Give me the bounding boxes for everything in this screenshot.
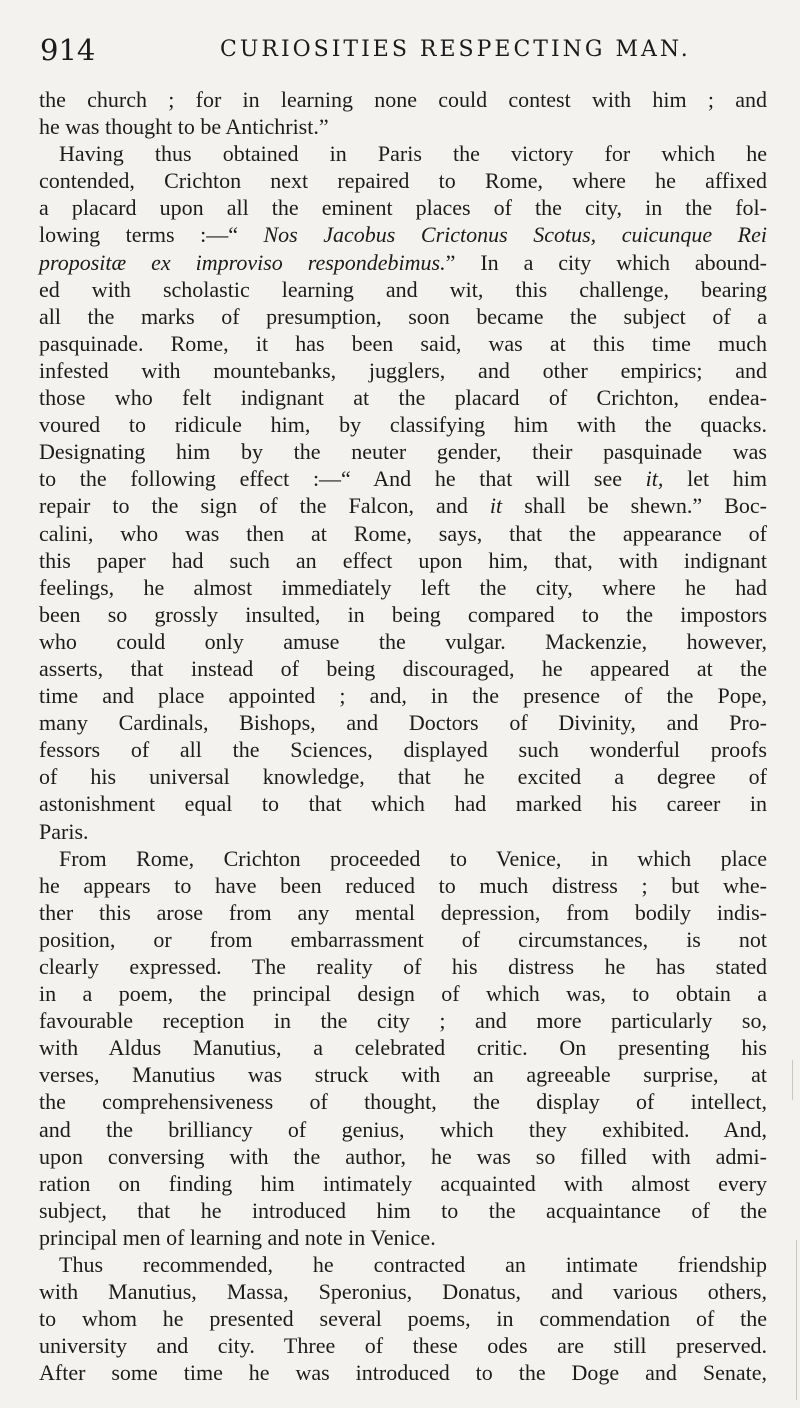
text-line [39,384,767,411]
running-head [20,30,780,70]
text-segment: feelings, he almost immediately left the city, where he had [39,574,767,600]
text-line [39,1061,767,1088]
text-line [39,1170,767,1197]
text-segment: Paris. [39,818,89,844]
text-line [39,249,767,276]
text-line [39,845,767,872]
text-segment: upon conversing with the author, he was so filled with admi- [39,1143,767,1169]
text-line [39,86,767,113]
text-line [39,1251,767,1278]
text-segment: time and place appointed ; and, in the presence of the Pope, [39,683,767,709]
text-line [39,709,767,736]
text-segment: the comprehensiveness of thought, the display of intellect, [39,1089,767,1115]
italic-text-segment: it, [645,466,664,492]
text-line [39,1305,767,1332]
text-line [39,953,767,980]
text-line [39,790,767,817]
text-line [39,1224,767,1251]
text-segment: let him [663,466,767,492]
text-segment: clearly expressed. The reality of his distress he has stated [39,954,767,979]
text-segment: position, or from embarrassment of circumstances, is not [39,926,767,952]
text-line [39,465,767,492]
text-segment: principal men of learning and note in Venice. [39,1224,436,1250]
text-segment: infested with mountebanks, jugglers, and other empirics; and [39,357,767,383]
text-segment: lowing terms :—“ [39,222,264,248]
text-line [39,1332,767,1359]
text-line [39,763,767,790]
text-segment: astonishment equal to that which had marked his career in [39,791,767,817]
text-line [39,492,767,519]
text-segment: been so grossly insulted, in being compared to the impostors [39,601,767,627]
text-segment: From Rome, Crichton proceeded to Venice, in which place [59,845,767,871]
text-segment: to whom he presented several poems, in commendation of the [39,1306,767,1332]
text-segment: Thus recommended, he contracted an intimate friendship [59,1252,767,1278]
text-line [39,601,767,628]
page-edge-mark [792,1060,793,1100]
page-edge-mark [796,1240,797,1400]
text-line [39,411,767,438]
text-line [39,926,767,953]
text-segment: he was thought to be Antichrist.” [39,114,329,140]
text-segment: After some time he was introduced to the Doge and Senate, [39,1360,767,1386]
text-segment: university and city. Three of these odes are still preserved. [39,1333,767,1359]
text-segment: pasquinade. Rome, it has been said, was at this time much [39,330,767,356]
text-line [39,276,767,303]
text-line [39,980,767,1007]
text-line [39,1088,767,1115]
text-segment: asserts, that instead of being discouraged, he appeared at the [39,655,767,681]
text-line [39,330,767,357]
text-line [39,303,767,330]
running-title: CURIOSITIES RESPECTING MAN. [220,37,691,62]
text-line [39,438,767,465]
text-line [39,1197,767,1224]
text-segment: the church ; for in learning none could contest with him ; and [39,87,767,112]
text-line [39,1143,767,1170]
text-segment: Having thus obtained in Paris the victory for which he [59,141,767,167]
text-segment: shall be shewn.” Boc- [502,493,767,519]
text-segment: fessors of all the Sciences, displayed such wonderful proofs [39,737,767,763]
text-segment: calini, who was then at Rome, says, that the appearance of [39,520,767,546]
text-segment: contended, Crichton next repaired to Rome, where he affixed [39,168,767,194]
text-line [39,113,767,140]
text-segment: to the following effect :—“ And he that will see [39,466,646,492]
text-line [39,682,767,709]
text-line [39,357,767,384]
text-segment: ther this arose from any mental depression, from bodily indis- [39,899,767,925]
body-text [39,86,767,1387]
text-segment: who could only amuse the vulgar. Mackenzie, however, [39,628,767,654]
text-segment: with Aldus Manutius, a celebrated critic. On presenting his [39,1035,767,1061]
text-line [39,655,767,682]
text-segment: all the marks of presumption, soon became the subject of a [39,303,767,329]
text-segment: ed with scholastic learning and wit, this challenge, bearing [39,276,767,302]
text-line [39,1007,767,1034]
text-segment: he appears to have been reduced to much distress ; but whe- [39,872,767,898]
page-number: 914 [40,33,96,67]
text-segment: verses, Manutius was struck with an agreeable surprise, at [39,1062,767,1088]
text-segment: with Manutius, Massa, Speronius, Donatus, and various others, [39,1279,767,1305]
italic-text-segment: Nos Jacobus Crictonus Scotus, cuicunque Rei [263,222,767,248]
text-segment: subject, that he introduced him to the acquaintance of the [39,1197,767,1223]
text-segment: this paper had such an effect upon him, that, with indignant [39,547,767,573]
text-line [39,899,767,926]
text-segment: a placard upon all the eminent places of the city, in the fol- [39,195,767,221]
text-line [39,1278,767,1305]
text-line [39,574,767,601]
text-line [39,872,767,899]
text-segment: favourable reception in the city ; and more particularly so, [39,1008,767,1034]
text-line [39,547,767,574]
text-line [39,736,767,763]
text-segment: and the brilliancy of genius, which they exhibited. And, [39,1116,767,1142]
text-line [39,1034,767,1061]
text-line [39,818,767,845]
text-segment: ration on finding him intimately acquainted with almost every [39,1170,767,1196]
text-segment: those who felt indignant at the placard of Crichton, endea- [39,385,767,411]
italic-text-segment: it [489,493,503,519]
text-segment: in a poem, the principal design of which was, to obtain a [39,981,767,1007]
text-line [39,194,767,221]
text-segment: repair to the sign of the Falcon, and [39,493,490,519]
text-line [39,520,767,547]
text-segment: voured to ridicule him, by classifying him with the quacks. [39,412,767,438]
text-line [39,167,767,194]
italic-text-segment: propositæ ex improviso respondebimus. [39,249,446,275]
text-line [39,221,767,248]
text-line [39,1116,767,1143]
text-line [39,1359,767,1386]
text-line [39,140,767,167]
text-segment: of his universal knowledge, that he excited a degree of [39,764,767,790]
text-segment: many Cardinals, Bishops, and Doctors of Divinity, and Pro- [39,710,767,736]
text-line [39,628,767,655]
text-segment: Designating him by the neuter gender, their pasquinade was [39,439,767,465]
text-segment: ” In a city which abound- [445,249,767,275]
